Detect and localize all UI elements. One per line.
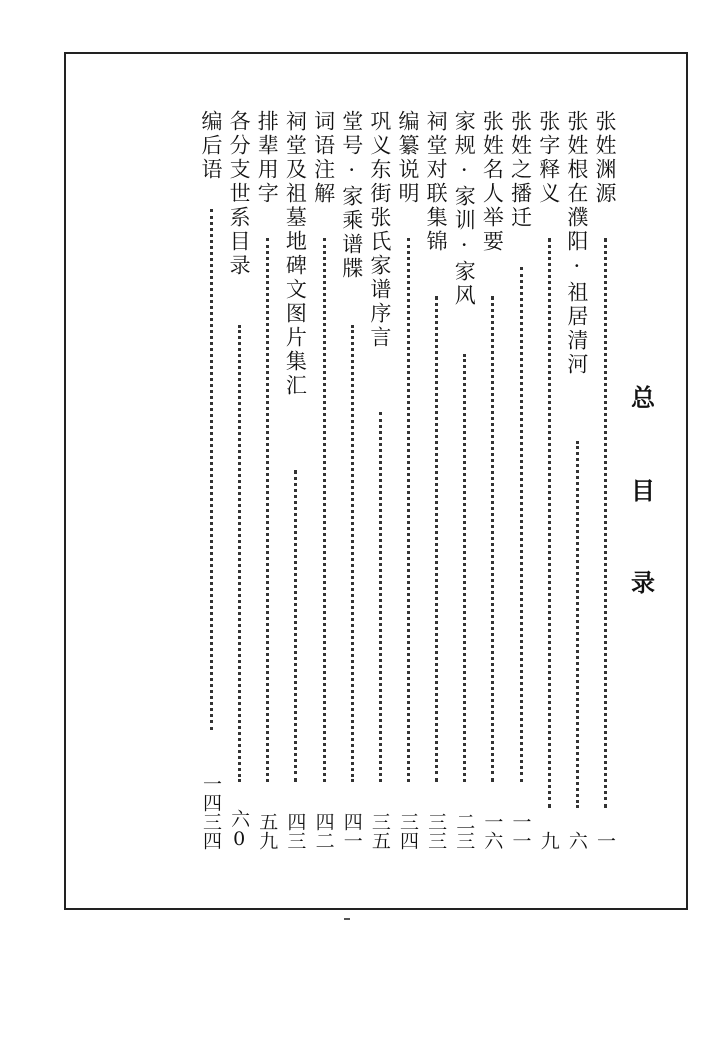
dot-leader	[491, 296, 494, 782]
toc-entry[interactable]	[592, 110, 618, 850]
dot-leader	[463, 354, 466, 782]
entry-title: 张姓名人举要	[480, 110, 505, 254]
entry-title: 家规·家训·家风	[452, 110, 477, 308]
entry-title: 张姓根在濮阳·祖居清河	[564, 110, 589, 377]
dot-leader	[238, 325, 241, 782]
entry-title: 张姓之播迁	[508, 110, 533, 230]
toc-entry[interactable]	[282, 110, 308, 850]
entry-page-number: 一一	[509, 812, 532, 850]
entry-page-number: 二三	[453, 812, 476, 850]
entry-title: 张字释义	[536, 110, 561, 206]
entry-title: 编纂说明	[395, 110, 420, 206]
dot-leader	[351, 325, 354, 782]
entry-title: 巩义东街张氏家谱序言	[367, 110, 392, 350]
entry-page-number: 一六	[481, 812, 504, 850]
entry-title: 排辈用字	[255, 110, 280, 206]
entry-page-number: 三三	[425, 812, 448, 850]
dot-leader	[548, 238, 551, 808]
heading-char: 录	[631, 569, 655, 597]
toc-entry[interactable]	[226, 110, 252, 850]
dot-leader	[323, 238, 326, 782]
dot-leader	[407, 238, 410, 782]
entry-title: 各分支世系目录	[227, 110, 252, 278]
dot-leader	[520, 267, 523, 782]
entry-page-number: 三四	[396, 812, 419, 850]
toc-entry[interactable]	[536, 110, 562, 850]
entry-page-number: 四二	[312, 812, 335, 850]
entry-page-number: 四三	[284, 812, 307, 850]
dot-leader	[210, 209, 213, 730]
entry-page-number: 六0	[228, 809, 251, 850]
toc-entry[interactable]	[367, 110, 393, 850]
entry-page-number: 九	[537, 831, 560, 850]
toc-entry[interactable]	[508, 110, 534, 850]
entry-page-number: 五九	[256, 812, 279, 850]
heading-char: 目	[631, 476, 655, 505]
toc-entry[interactable]	[395, 110, 421, 850]
entry-title: 堂号·家乘谱牒	[339, 110, 364, 281]
dot-leader	[294, 470, 297, 782]
dot-leader	[604, 238, 607, 808]
dot-leader	[576, 441, 579, 808]
entry-title: 编后语	[199, 110, 223, 182]
toc-entry[interactable]	[423, 110, 449, 850]
toc-heading	[628, 378, 658, 598]
toc-entry[interactable]	[311, 110, 337, 850]
entry-page-number: 三五	[368, 812, 391, 850]
entry-page-number: 一	[593, 831, 616, 850]
toc-entry[interactable]	[479, 110, 505, 850]
toc-entry[interactable]	[451, 110, 477, 850]
toc-entry[interactable]	[564, 110, 590, 850]
entry-title: 张姓渊源	[592, 110, 617, 206]
toc-entries	[198, 110, 618, 850]
entry-title: 祠堂对联集锦	[424, 110, 449, 254]
footer-mark	[344, 918, 350, 920]
entry-title: 祠堂及祖墓地碑文图片集汇	[283, 110, 308, 398]
toc-entry[interactable]	[198, 110, 224, 850]
entry-page-number: 四一	[340, 812, 363, 850]
entry-page-number: 一四三四	[200, 774, 222, 850]
entry-page-number: 六	[565, 831, 588, 850]
dot-leader	[266, 238, 269, 782]
heading-char: 总	[631, 384, 655, 412]
dot-leader	[379, 412, 382, 782]
toc-entry[interactable]	[339, 110, 365, 850]
entry-title: 词语注解	[311, 110, 336, 206]
dot-leader	[435, 296, 438, 782]
toc-entry[interactable]	[254, 110, 280, 850]
